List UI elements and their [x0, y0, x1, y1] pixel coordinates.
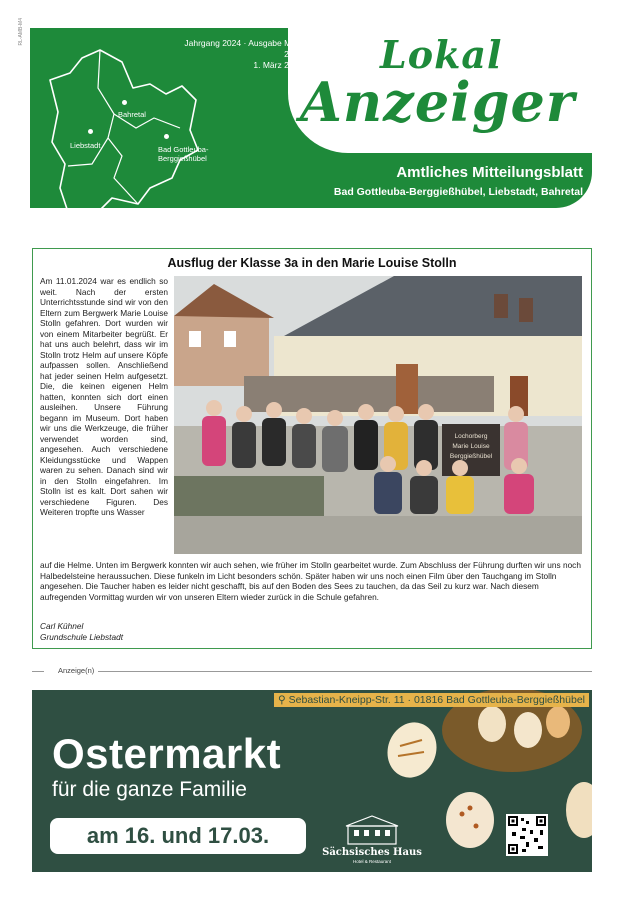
ad-venue-name: Sächsisches Haus [322, 847, 422, 858]
ad-venue-sub: Hotel & Restaurant [352, 859, 392, 864]
child-head [327, 410, 343, 426]
egg-icon [514, 712, 542, 748]
photo-sign-line-3: Berggießhübel [449, 453, 493, 460]
egg-icon [566, 782, 592, 838]
photo-window [224, 331, 236, 347]
masthead-anzeiger: Anzeiger [300, 70, 576, 134]
ad-headline: Ostermarkt [52, 730, 282, 777]
child-head [418, 404, 434, 420]
issue-line-2: 1. März 2024 [253, 60, 303, 70]
map-dot-liebstadt [88, 129, 93, 134]
map-border-south [108, 138, 138, 204]
anzeige-divider [32, 671, 592, 672]
child-head [380, 456, 396, 472]
egg-pattern [468, 806, 473, 811]
child-head [452, 460, 468, 476]
egg-pattern [474, 824, 479, 829]
logo-window [364, 830, 369, 836]
logo-window [354, 830, 359, 836]
map-dot-bahretal [122, 100, 127, 105]
map-outline [50, 50, 198, 218]
logo-roof [346, 816, 398, 826]
child-head [236, 406, 252, 422]
child [292, 424, 316, 468]
ad-address [274, 693, 589, 707]
issue-line-1: Jahrgang 2024 · Ausgabe März 2024 [184, 38, 303, 59]
child [446, 476, 474, 514]
map-label-bad-gottleuba-1: Bad Gottleuba- [158, 145, 209, 154]
child [410, 476, 438, 514]
photo-sign-line-1: Lochorberg [454, 433, 488, 440]
ad-subline: für die ganze Familie [52, 778, 247, 801]
anzeige-label: Anzeige(n) [44, 666, 98, 675]
child-head [266, 402, 282, 418]
photo-window [519, 298, 533, 322]
class-photo-illustration [174, 276, 582, 554]
photo-sign-board [442, 424, 500, 476]
article-school: Grundschule Liebstadt [40, 631, 124, 642]
article-author: Carl Kühnel [40, 621, 84, 631]
child [322, 426, 348, 472]
article-photo [174, 276, 582, 554]
issue-info [168, 38, 303, 71]
child-head [358, 404, 374, 420]
side-code: RL-AMB-M4 [18, 18, 24, 46]
child-head [206, 400, 222, 416]
egg-icon [380, 715, 444, 784]
photo-planter [174, 476, 324, 516]
child [232, 422, 256, 468]
saechsisches-haus-logo [342, 814, 402, 846]
egg-icon [478, 706, 506, 742]
article-title: Ausflug der Klasse 3a in den Marie Louise Stolln [167, 256, 457, 270]
ad-address-text: Sebastian-Kneipp-Str. 11 · 01816 Bad Gottleuba-Berggießhübel [288, 694, 585, 706]
egg-pattern [460, 812, 465, 817]
photo-wooden-figure [396, 364, 418, 414]
child [504, 474, 534, 514]
logo-window [375, 830, 380, 836]
masthead-towns: Bad Gottleuba-Berggießhübel, Liebstadt, Bahretal [333, 186, 583, 198]
egg-icon [446, 792, 494, 848]
child-head [388, 406, 404, 422]
map-label-bahretal: Bahretal [118, 110, 146, 119]
child-head [508, 406, 524, 422]
map-label-liebstadt: Liebstadt [70, 141, 101, 150]
child [354, 420, 378, 470]
map-dot-bad-gottleuba [164, 134, 169, 139]
child-head [511, 458, 527, 474]
map-label-bad-gottleuba-2: Berggießhübel [158, 154, 207, 163]
child-head [296, 408, 312, 424]
child-head [416, 460, 432, 476]
article-column-text: Am 11.01.2024 war es endlich so weit. Nach der ersten Unterrichtsstunde sind wir von den Eltern zum Bergwerk Marie Louise Stolln gefahren. Dort wurden wir von einem Mitarbeiter begrüßt. Er hat uns auch belehrt, dass wir im Stolln trotz Helm auf unsere Köpfe aufpassen sollen. Anschließend hat jeder seinen Helm aufgesetzt. Die, die keinen eigenen Helm hatten, konnten sich dort einen ausleihen. Unsere Führung begann im Museum. Dort haben wir uns die Werkzeuge, die früher verwendet worden sind, angesehen. Auch verschiedene Kleidungsstücke und Wappen waren zu sehen. Danach sind wir in den Stolln eingefahren. Im Stolln ist es kalt. Dort sahen wir verschiedene Figuren. Des Weiteren tropfte uns Wasser [40, 276, 168, 517]
child [374, 472, 402, 514]
logo-window [385, 830, 390, 836]
article-signature [40, 621, 240, 642]
photo-sign-line-2: Marie Louise [452, 443, 490, 450]
location-pin-icon: ⚲ [278, 694, 286, 706]
ad-dates: am 16. und 17.03. [50, 818, 306, 854]
ad-ostermarkt [32, 690, 592, 872]
photo-pavement [174, 516, 582, 554]
photo-window [189, 331, 201, 347]
qr-code-icon [508, 816, 546, 854]
egg-icon [546, 706, 570, 738]
qr-code[interactable] [506, 814, 548, 856]
article-wide-text: auf die Helme. Unten im Bergwerk konnten wir auch sehen, wie früher im Stolln gearbeitet wurde. Zum Abschluss der Führung durften wir uns noch Halbedelsteine heraussuchen. Diese funkeln im Licht besonders schön. Später haben wir uns noch einen Film über den Tauchgang im Stolln angesehen. Die Taucher haben es leider nicht geschafft, bis auf den Boden des Sees zu tauchen, da das Seil zu kurz war. Nach diesem aufregenden Vormittag wurden wir von unseren Eltern wieder zurück in die Schule gefahren. [40, 560, 581, 602]
masthead-lokal: Lokal [380, 32, 503, 77]
child [202, 416, 226, 466]
masthead-subtitle: Amtliches Mitteilungsblatt [396, 164, 583, 181]
photo-window [494, 294, 508, 318]
child [262, 418, 286, 466]
